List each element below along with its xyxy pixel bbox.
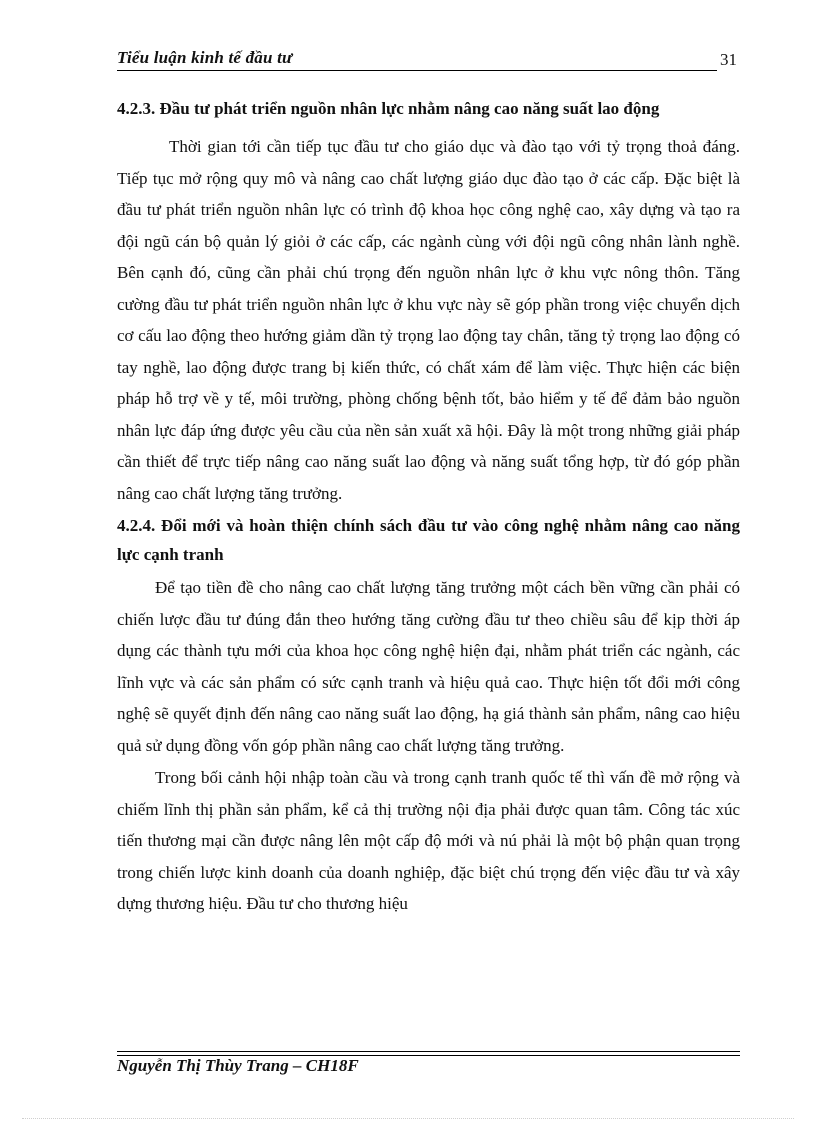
header-rule: [117, 70, 717, 71]
page-content: [117, 94, 740, 920]
page-header: [117, 46, 741, 74]
footer-rule: [117, 1051, 740, 1052]
page-edge-divider: [22, 1118, 794, 1119]
header-title: Tiểu luận kinh tế đầu tư: [117, 48, 293, 67]
paragraph: Trong bối cảnh hội nhập toàn cầu và trong cạnh tranh quốc tế thì vấn đề mở rộng và chiếm lĩnh thị phần sản phẩm, kể cả thị trường nội địa phải được quan tâm. Công tác xúc tiến thương mại cần được nâng lên một cấp độ mới và nú phải là một bộ phận quan trọng trong chiến lược kinh doanh của doanh nghiệp, đặc biệt chú trọng đến việc đầu tư và xây dựng thương hiệu. Đầu tư cho thương hiệu: [117, 768, 740, 913]
section-heading-4-2-3: 4.2.3. Đầu tư phát triển nguồn nhân lực nhằm nâng cao năng suất lao động: [117, 99, 660, 118]
paragraph: Thời gian tới cần tiếp tục đầu tư cho giáo dục và đào tạo với tỷ trọng thoả đáng. Tiếp tục mở rộng quy mô và nâng cao chất lượng giáo dục đào tạo ở các cấp. Đặc biệt là đầu tư phát triển nguồn nhân lực có trình độ khoa học công nghệ cao, xây dựng và tạo ra đội ngũ cán bộ quản lý giỏi ở các cấp, các ngành cùng với đội ngũ công nhân lành nghề. Bên cạnh đó, cũng cần phải chú trọng đến nguồn nhân lực ở khu vực nông thôn. Tăng cường đầu tư phát triển nguồn nhân lực ở khu vực này sẽ góp phần trong việc chuyển dịch cơ cấu lao động theo hướng giảm dần tỷ trọng lao động tay chân, tăng tỷ trọng lao động có tay nghề, lao động được trang bị kiến thức, có chất xám để làm việc. Thực hiện các biện pháp hỗ trợ về y tế, môi trường, phòng chống bệnh tốt, bảo hiểm y tế để đảm bảo nguồn nhân lực đáp ứng được yêu cầu của nền sản xuất xã hội. Đây là một trong những giải pháp cần thiết để trực tiếp nâng cao năng suất lao động và năng suất tổng hợp, từ đó góp phần nâng cao chất lượng tăng trưởng.: [117, 137, 740, 503]
paragraph: Để tạo tiền đề cho nâng cao chất lượng tăng trưởng một cách bền vững cần phải có chiến lược đầu tư đúng đắn theo hướng tăng cường đầu tư theo chiều sâu để kịp thời áp dụng các thành tựu mới của khoa học công nghệ hiện đại, nhằm phát triển các ngành, các lĩnh vực và các sản phẩm có sức cạnh tranh và hiệu quả cao. Thực hiện tốt đổi mới công nghệ sẽ quyết định đến nâng cao năng suất lao động, hạ giá thành sản phẩm, nâng cao hiệu quả sử dụng đồng vốn góp phần nâng cao chất lượng tăng trưởng.: [117, 578, 740, 755]
section-heading-4-2-4: 4.2.4. Đổi mới và hoàn thiện chính sách đầu tư vào công nghệ nhằm nâng cao năng lực cạnh tranh: [117, 516, 740, 564]
footer-author: Nguyễn Thị Thùy Trang – CH18F: [117, 1056, 359, 1075]
page-number: 31: [720, 50, 737, 69]
